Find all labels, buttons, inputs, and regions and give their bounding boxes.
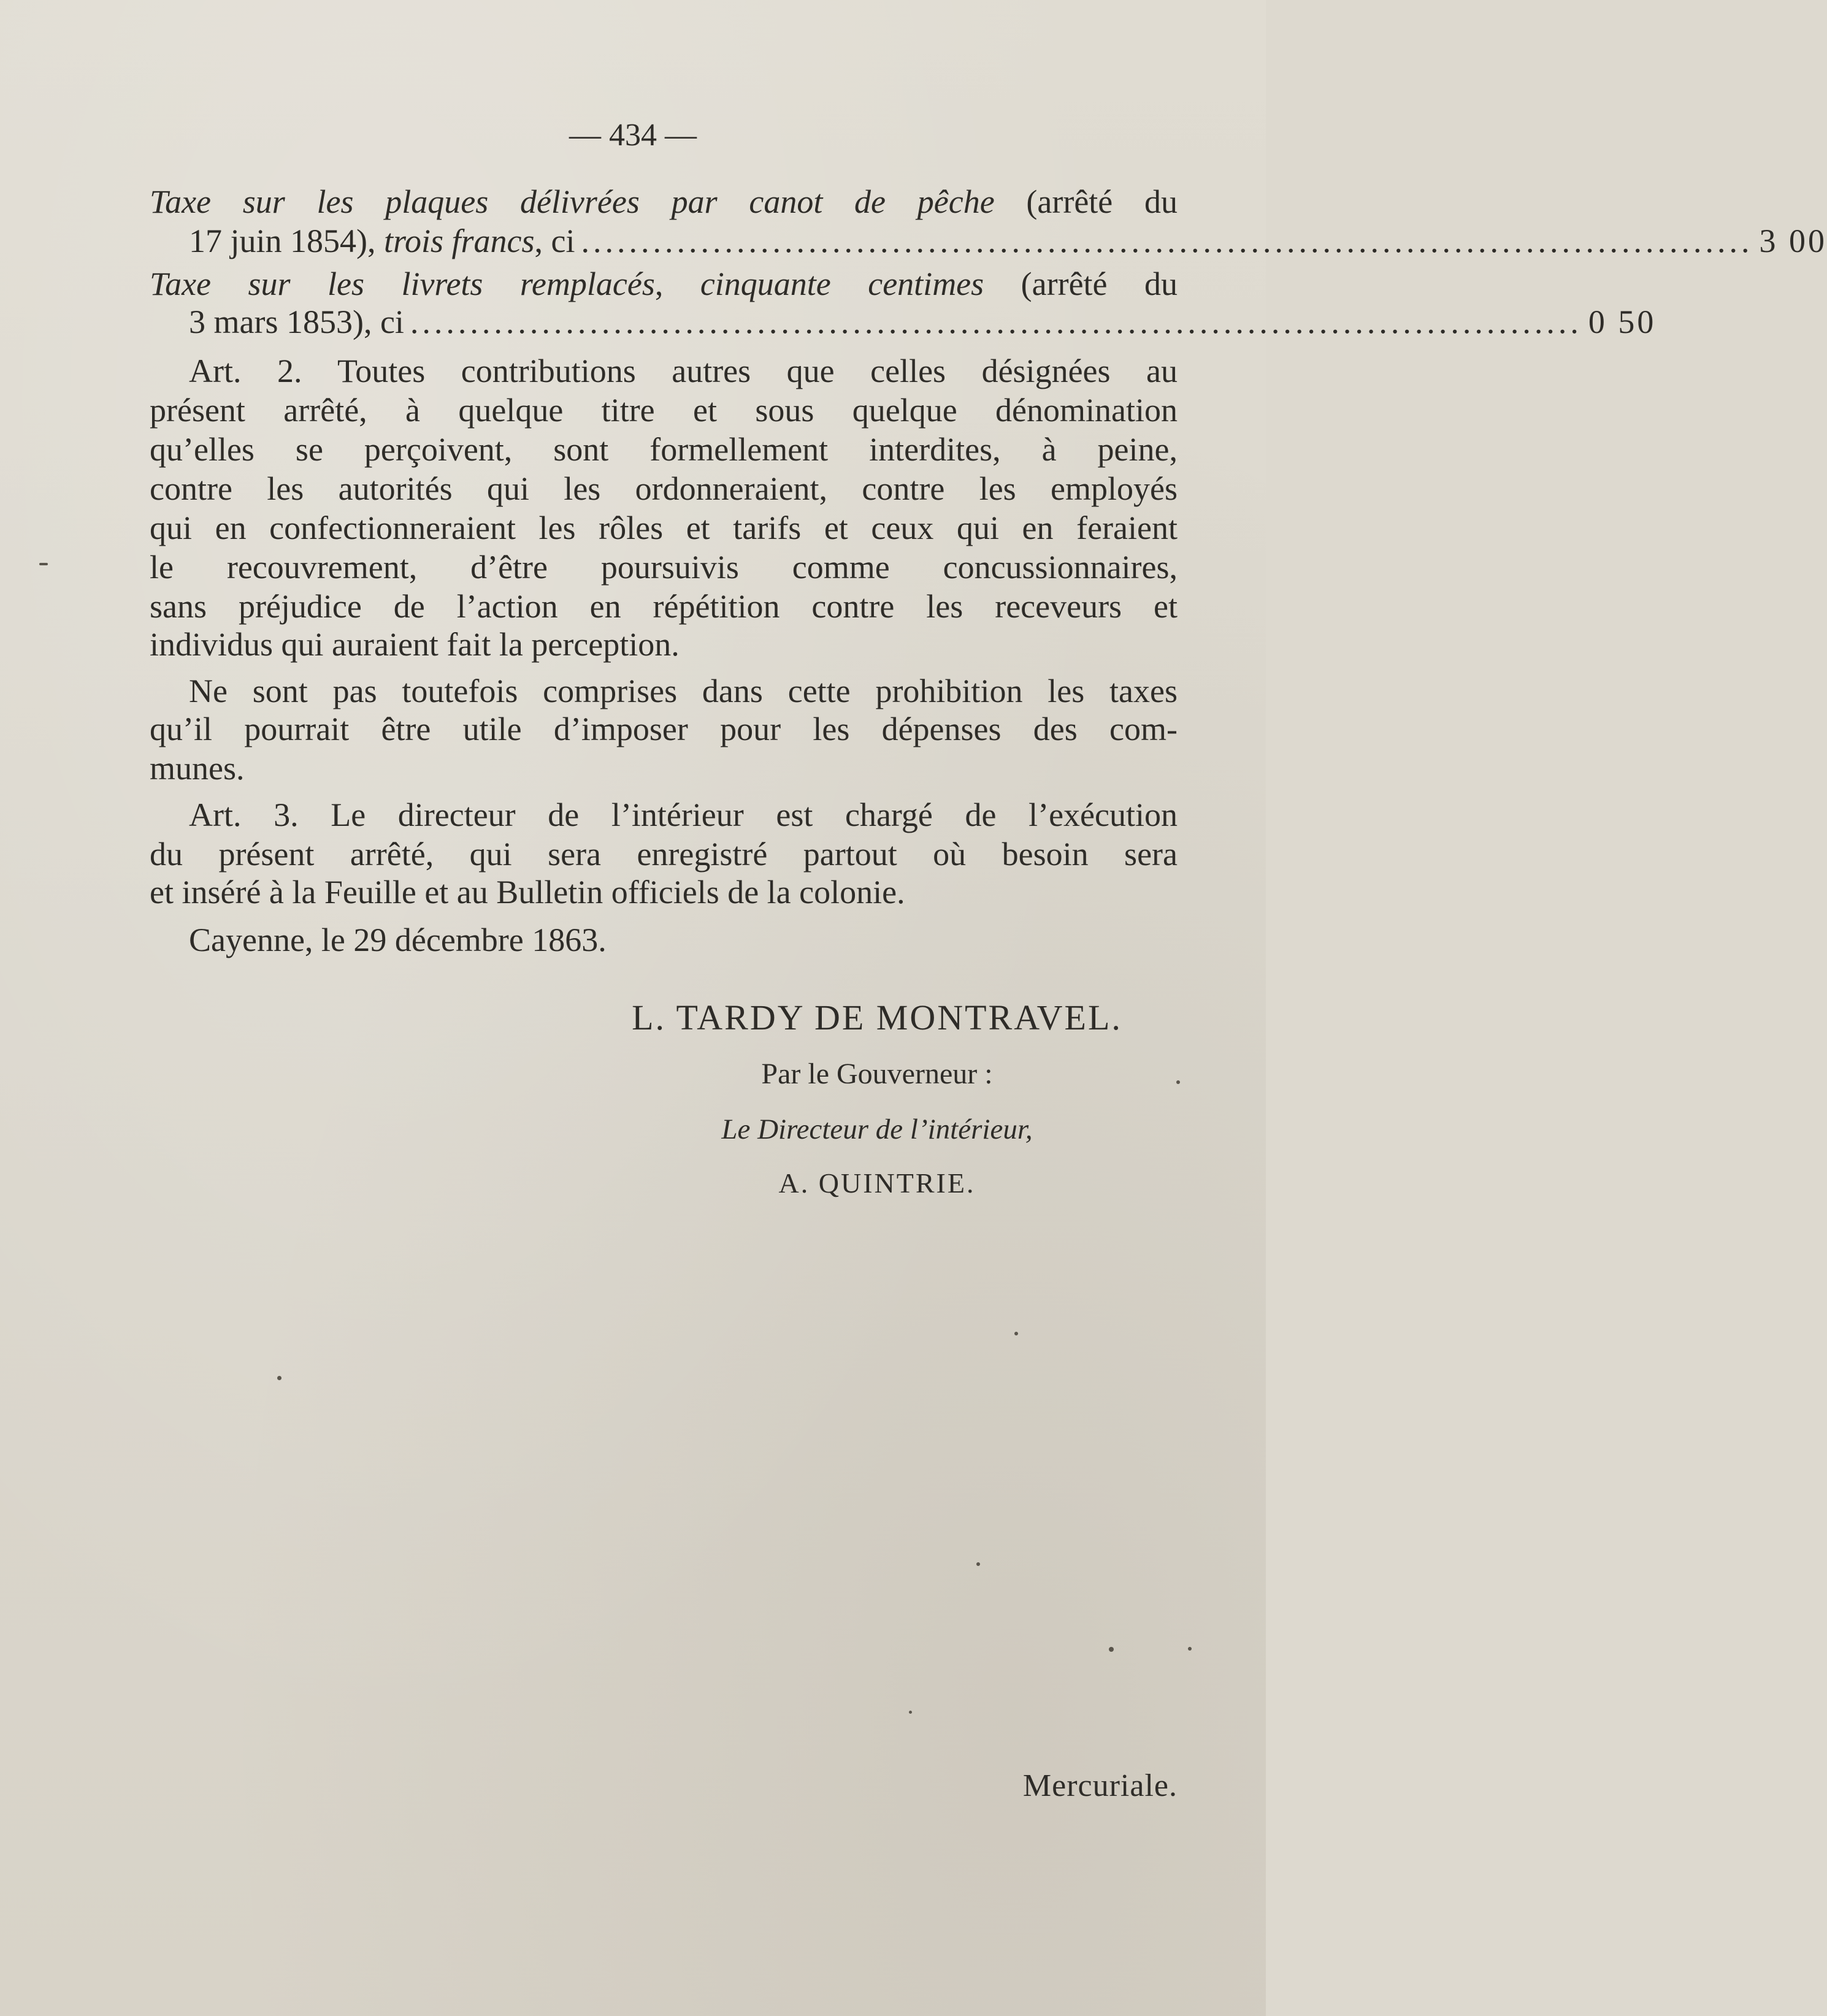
director-title: Le Directeur de l’intérieur, bbox=[721, 1113, 1033, 1145]
art2-line: contre les autorités qui les ordonneraient, contre les employés bbox=[150, 470, 1178, 507]
date-line: Cayenne, le 29 décembre 1863. bbox=[189, 922, 607, 958]
paper-speck bbox=[277, 1376, 282, 1380]
prohibition-line: qu’il pourrait être utile d’imposer pour les dépenses des com- bbox=[150, 711, 1178, 747]
tax-entry-livrets-line1: Taxe sur les livrets remplacés, cinquante centimes (arrêté du bbox=[150, 265, 1178, 302]
catchword: Mercuriale. bbox=[1022, 1768, 1178, 1803]
tax-entry-livrets-amount: 0 50 bbox=[1588, 304, 1657, 340]
tax-entry-plaques-line2 bbox=[189, 221, 1827, 261]
tax-entry-livrets-date: 3 mars 1853), ci bbox=[189, 304, 404, 340]
leader-dots: .................................................................................................. bbox=[581, 223, 1753, 259]
art3-line: et inséré à la Feuille et au Bulletin officiels de la colonie. bbox=[150, 874, 905, 911]
paper-speck bbox=[1188, 1647, 1192, 1651]
art2-line: individus qui auraient fait la perception. bbox=[150, 626, 680, 663]
tax-entry-livrets-amount-words: cinquante centimes bbox=[700, 265, 984, 302]
by-governor-label: Par le Gouverneur : bbox=[761, 1058, 993, 1090]
paper-speck bbox=[909, 1711, 912, 1714]
art3-line: Art. 3. Le directeur de l’intérieur est chargé de l’exécution bbox=[189, 796, 1178, 833]
art3-line: du présent arrêté, qui sera enregistré partout où besoin sera bbox=[150, 836, 1178, 872]
tax-entry-plaques-date: 17 juin 1854), bbox=[189, 223, 384, 259]
tax-entry-livrets-ref: (arrêté du bbox=[984, 265, 1178, 302]
paper-speck bbox=[1014, 1332, 1018, 1335]
tax-entry-plaques-ref: (arrêté du bbox=[994, 183, 1178, 220]
art2-line: Art. 2. Toutes contributions autres que celles désignées au bbox=[189, 353, 1178, 389]
leader-dots: .................................................................................................. bbox=[410, 304, 1582, 340]
prohibition-line: Ne sont pas toutefois comprises dans cette prohibition les taxes bbox=[189, 673, 1178, 709]
director-signature: A. QUINTRIE. bbox=[778, 1167, 976, 1199]
art2-line: qu’elles se perçoivent, sont formellement interdites, à peine, bbox=[150, 431, 1178, 468]
paper-speck bbox=[1109, 1647, 1114, 1652]
paper-speck bbox=[976, 1562, 980, 1566]
tax-entry-livrets-label: Taxe sur les livrets remplacés bbox=[150, 265, 655, 302]
art2-line: le recouvrement, d’être poursuivis comme concussionnaires, bbox=[150, 549, 1178, 586]
page-number: — 434 — bbox=[569, 118, 697, 153]
art2-line: qui en confectionneraient les rôles et tarifs et ceux qui en feraient bbox=[150, 510, 1178, 546]
paper-speck bbox=[1176, 1080, 1180, 1084]
tax-entry-plaques-amount: 3 00 bbox=[1759, 223, 1827, 259]
tax-entry-plaques-amount-words: trois francs bbox=[384, 223, 535, 259]
prohibition-line: munes. bbox=[150, 750, 245, 787]
governor-signature: L. TARDY DE MONTRAVEL. bbox=[632, 998, 1122, 1037]
art2-line: présent arrêté, à quelque titre et sous quelque dénomination bbox=[150, 392, 1178, 429]
tax-entry-livrets-line2 bbox=[189, 302, 1657, 342]
art2-line: sans préjudice de l’action en répétition contre les receveurs et bbox=[150, 588, 1178, 625]
tax-entry-plaques-label: Taxe sur les plaques délivrées par canot de pêche bbox=[150, 183, 995, 220]
tax-entry-plaques-line1 bbox=[150, 181, 1178, 222]
tax-entry-plaques-ci: , ci bbox=[534, 223, 575, 259]
paper-speck bbox=[39, 563, 48, 565]
